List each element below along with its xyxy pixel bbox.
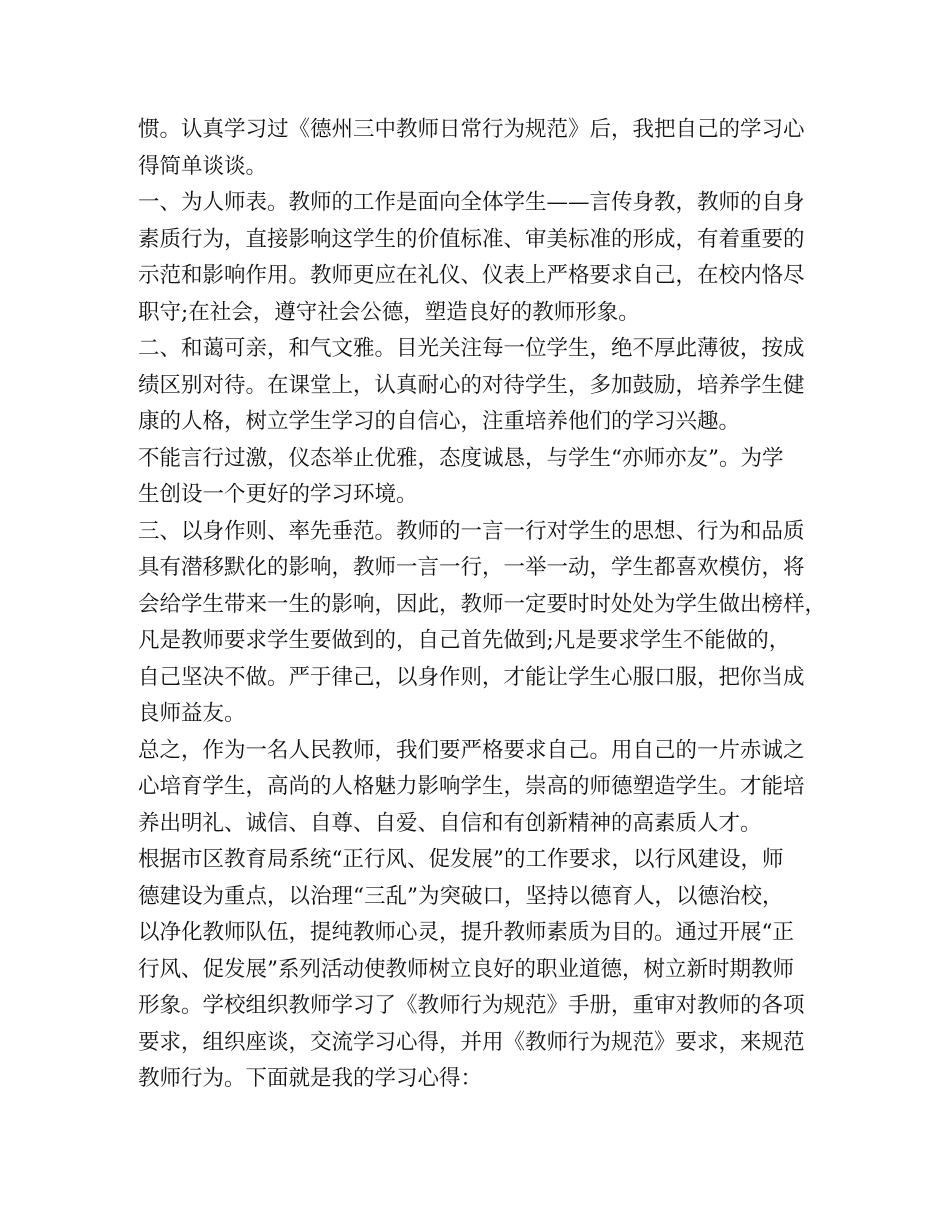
text-line: 养出明礼、诚信、自尊、自爱、自信和有创新精神的高素质人才。 <box>138 810 762 836</box>
text-line: 形象。学校组织教师学习了《教师行为规范》手册，重审对教师的各项 <box>138 993 805 1018</box>
text-line: 要求，组织座谈，交流学习心得，并用《教师行为规范》要求，来规范 <box>138 1029 805 1055</box>
text-line: 二、和蔼可亲，和气文雅。目光关注每一位学生，绝不厚此薄彼，按成 <box>138 336 805 361</box>
text-line: 不能言行过激，仪态举止优雅，态度诚恳，与学生“亦师亦友”。为学 <box>138 445 784 471</box>
text-line: 素质行为，直接影响这学生的价值标准、审美标准的形成，有着重要的 <box>138 226 805 252</box>
text-line: 德建设为重点，以治理“三乱”为突破口，坚持以德育人，以德治校， <box>138 883 784 909</box>
text-line: 惯。认真学习过《德州三中教师日常行为规范》后，我把自己的学习心 <box>138 117 805 142</box>
document-body <box>138 112 828 1098</box>
text-line: 凡是教师要求学生要做到的，自己首先做到;凡是要求学生不能做的， <box>138 628 791 653</box>
text-line: 根据市区教育局系统“正行风、促发展”的工作要求，以行风建设，师 <box>138 847 784 872</box>
text-line: 自己坚决不做。严于律己，以身作则，才能让学生心服口服，把你当成 <box>138 664 805 690</box>
text-line: 教师行为。下面就是我的学习心得： <box>138 1066 483 1091</box>
text-line: 职守;在社会，遵守社会公德，塑造良好的教师形象。 <box>138 299 640 325</box>
text-line: 行风、促发展”系列活动使教师树立良好的职业道德，树立新时期教师 <box>138 956 794 982</box>
text-line: 会给学生带来一生的影响，因此，教师一定要时时处处为学生做出榜样， <box>138 591 827 617</box>
text-line: 示范和影响作用。教师更应在礼仪、仪表上严格要求自己，在校内恪尽 <box>138 263 805 288</box>
text-line: 以净化教师队伍，提纯教师心灵，提升教师素质为目的。通过开展“正 <box>138 920 794 945</box>
text-line: 绩区别对待。在课堂上，认真耐心的对待学生，多加鼓励，培养学生健 <box>138 372 805 398</box>
text-line: 总之，作为一名人民教师，我们要严格要求自己。用自己的一片赤诚之 <box>138 737 805 763</box>
text-line: 一、为人师表。教师的工作是面向全体学生——言传身教，教师的自身 <box>138 190 805 215</box>
text-line: 生创设一个更好的学习环境。 <box>138 482 418 507</box>
text-line: 得简单谈谈。 <box>138 153 268 179</box>
text-line: 康的人格，树立学生学习的自信心，注重培养他们的学习兴趣。 <box>138 409 741 434</box>
text-line: 心培育学生，高尚的人格魅力影响学生，崇高的师德塑造学生。才能培 <box>138 774 805 799</box>
text-line: 三、以身作则、率先垂范。教师的一言一行对学生的思想、行为和品质 <box>138 518 805 544</box>
text-line: 具有潜移默化的影响，教师一言一行，一举一动，学生都喜欢模仿，将 <box>138 555 805 580</box>
text-line: 良师益友。 <box>138 701 246 726</box>
